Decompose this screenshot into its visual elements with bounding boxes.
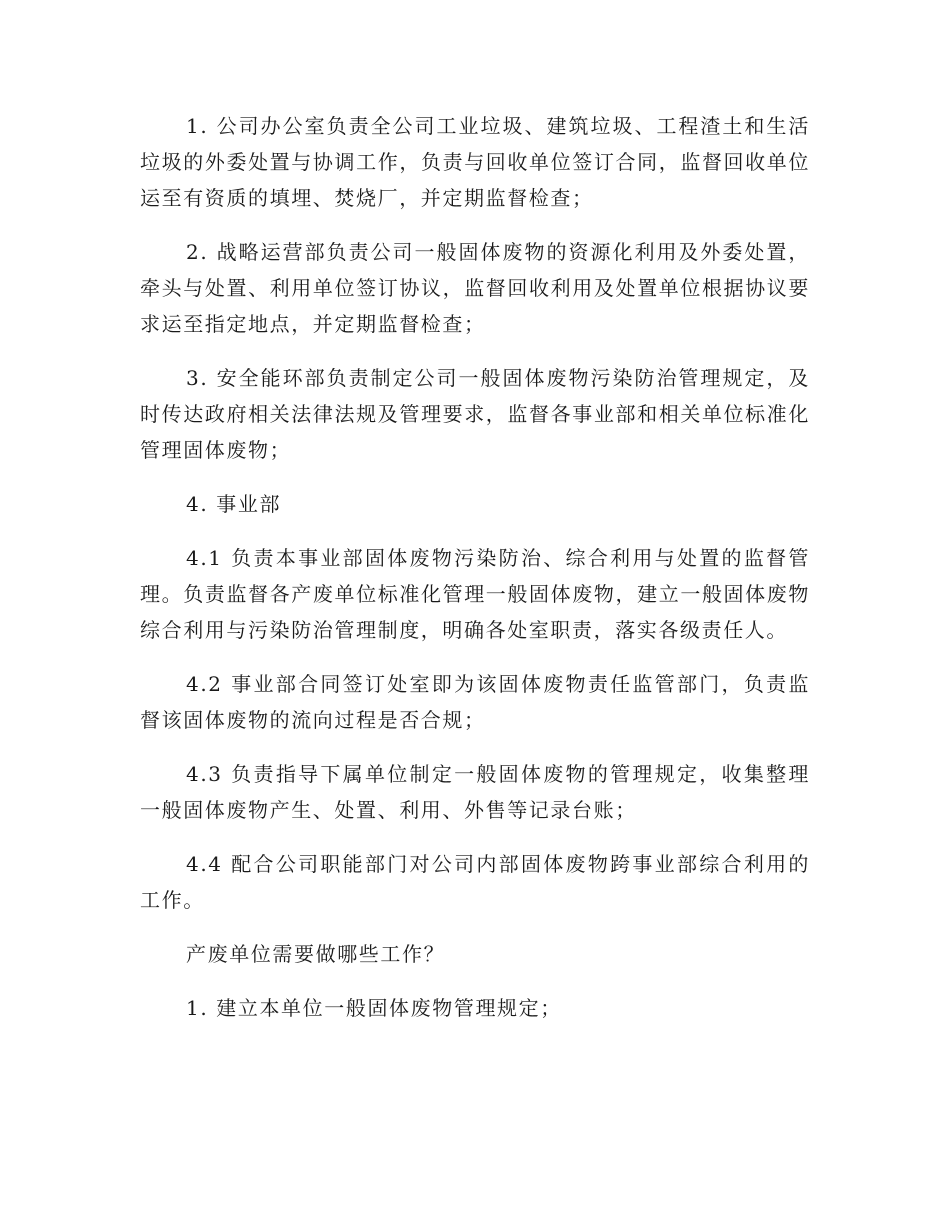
paragraph-strategy-duties: 2. 战略运营部负责公司一般固体废物的资源化利用及外委处置，牵头与处置、利用单位签订协议，监督回收利用及处置单位根据协议要求运至指定地点，并定期监督检查； (140, 240, 810, 336)
paragraph-division-heading: 4. 事业部 (186, 492, 282, 516)
paragraph-unit-item-1: 1. 建立本单位一般固体废物管理规定； (186, 996, 562, 1020)
paragraph-question: 产废单位需要做哪些工作？ (186, 942, 446, 966)
paragraph-division-4-3: 4.3 负责指导下属单位制定一般固体废物的管理规定，收集整理一般固体废物产生、处置、利用、外售等记录台账； (140, 762, 810, 822)
paragraph-safety-duties: 3. 安全能环部负责制定公司一般固体废物污染防治管理规定，及时传达政府相关法律法规及管理要求，监督各事业部和相关单位标准化管理固体废物； (140, 366, 810, 462)
document-body (140, 108, 810, 1044)
paragraph-division-4-2: 4.2 事业部合同签订处室即为该固体废物责任监管部门，负责监督该固体废物的流向过程是否合规； (140, 672, 810, 732)
paragraph-division-4-4: 4.4 配合公司职能部门对公司内部固体废物跨事业部综合利用的工作。 (140, 852, 810, 912)
paragraph-office-duties: 1. 公司办公室负责全公司工业垃圾、建筑垃圾、工程渣土和生活垃圾的外委处置与协调工作，负责与回收单位签订合同，监督回收单位运至有资质的填埋、焚烧厂，并定期监督检查； (140, 114, 810, 210)
paragraph-division-4-1: 4.1 负责本事业部固体废物污染防治、综合利用与处置的监督管理。负责监督各产废单位标准化管理一般固体废物，建立一般固体废物综合利用与污染防治管理制度，明确各处室职责，落实各级责任人。 (140, 546, 810, 642)
